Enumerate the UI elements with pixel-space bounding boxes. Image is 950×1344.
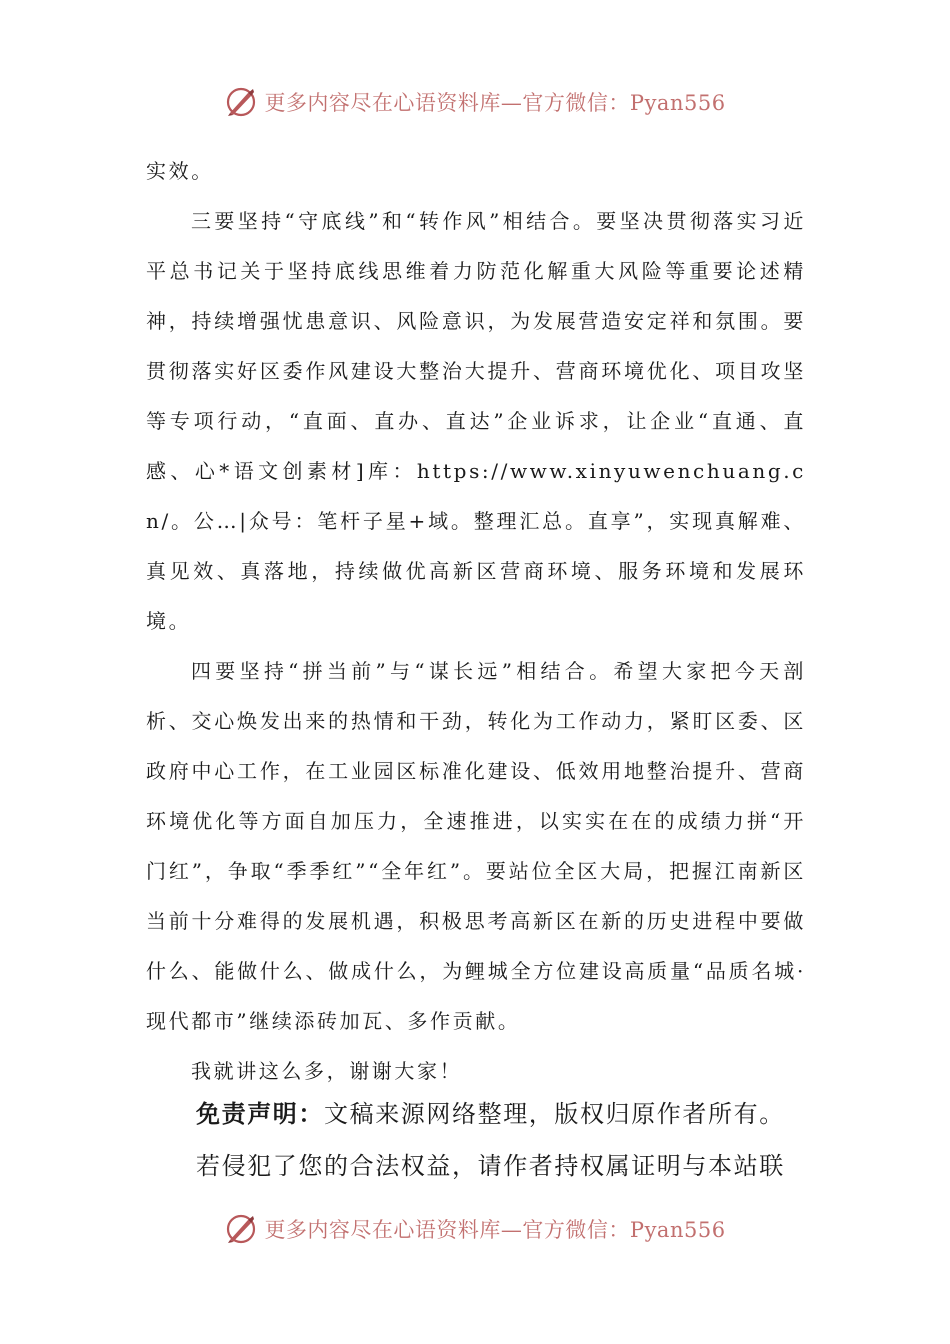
paragraph-continuation: 实效。 bbox=[146, 159, 214, 183]
banner-inner bbox=[224, 1212, 725, 1246]
pen-logo-icon bbox=[224, 85, 258, 119]
paragraph-closing: 我就讲这么多，谢谢大家！ bbox=[191, 1059, 463, 1083]
disclaimer bbox=[196, 1088, 816, 1192]
banner-text: 更多内容尽在心语资料库—官方微信：Pyan556 bbox=[264, 1218, 726, 1242]
disclaimer-line-1 bbox=[196, 1088, 816, 1140]
banner-inner bbox=[224, 85, 725, 119]
disclaimer-line-2: 若侵犯了您的合法权益，请作者持权属证明与本站联 bbox=[196, 1152, 785, 1180]
disclaimer-label: 免责声明： bbox=[196, 1100, 324, 1128]
paragraph-point-four: 四要坚持“拼当前”与“谋长远”相结合。希望大家把今天剖析、交心焕发出来的热情和干劲，转化为工作动力，紧盯区委、区政府中心工作，在工业园区标准化建设、低效用地整治提升、营商环境优化等方面自加压力，全速推进，以实实在在的成绩力拼“开门红”，争取“季季红”“全年红”。要站位全区大局，把握江南新区当前十分难得的发展机遇，积极思考高新区在新的历史进程中要做什么、能做什么、做成什么，为鲤城全方位建设高质量“品质名城·现代都市”继续添砖加瓦、多作贡献。 bbox=[146, 659, 806, 1033]
paragraph-point-three: 三要坚持“守底线”和“转作风”相结合。要坚决贯彻落实习近平总书记关于坚持底线思维着力防范化解重大风险等重要论述精神，持续增强忧患意识、风险意识，为发展营造安定祥和氛围。要贯彻落实好区委作风建设大整治大提升、营商环境优化、项目攻坚等专项行动，“直面、直办、直达”企业诉求，让企业“直通、直感、心*语文创素材]库：https://www.xinyuwenchuang.cn/。公…|众号：笔杆子星+域。整理汇总。直享”，实现真解难、真见效、真落地，持续做优高新区营商环境、服务环境和发展环境。 bbox=[146, 209, 806, 633]
document-body bbox=[146, 146, 806, 1096]
banner-text: 更多内容尽在心语资料库—官方微信：Pyan556 bbox=[264, 91, 726, 115]
header-banner bbox=[0, 82, 950, 122]
footer-banner bbox=[0, 1209, 950, 1249]
pen-logo-icon bbox=[224, 1212, 258, 1246]
disclaimer-text-1: 文稿来源网络整理，版权归原作者所有。 bbox=[324, 1100, 785, 1128]
